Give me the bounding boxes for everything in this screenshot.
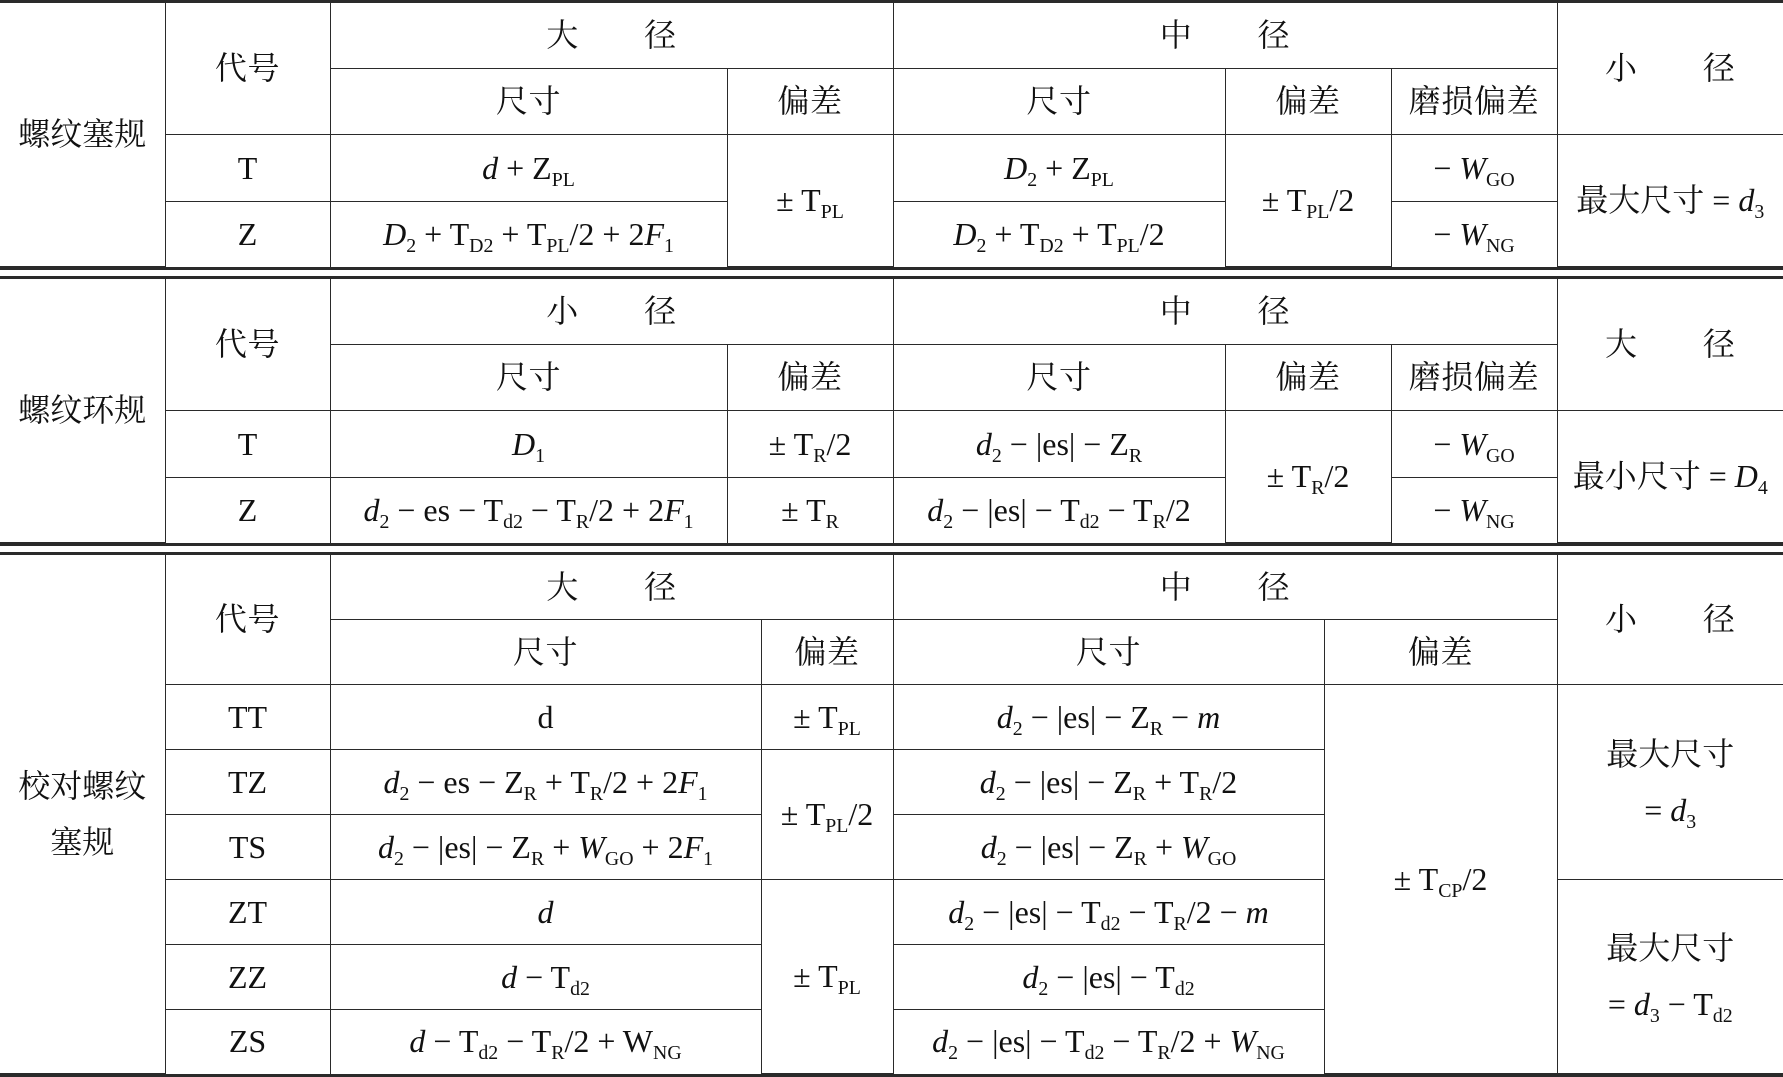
header-minor-diameter: 小 径 [330, 279, 893, 344]
formula-cell: ± $T_{PL}$ [727, 135, 893, 267]
formula-cell: $d_2$ − es − $Z_R + T_R/2 + 2F_1$ [330, 749, 761, 814]
header-size: 尺寸 [893, 619, 1324, 684]
formula-cell: $D_2 + T_{D2} + T_{PL}/2 + 2F_1$ [330, 201, 727, 266]
formula-cell: $d_2 - |es| - Z_R$ [893, 411, 1225, 477]
header-code: 代号 [165, 555, 330, 684]
header-deviation: 偏差 [1225, 344, 1391, 410]
row-code: TS [165, 814, 330, 879]
formula-cell: ± $T_R/2$ [1225, 411, 1391, 543]
row-code: TZ [165, 749, 330, 814]
formula-cell: 最大尺寸 = $d_3$ [1557, 684, 1783, 879]
formula-cell: d [330, 684, 761, 749]
formula-cell: 最大尺寸 = $d_3 - T_{d2}$ [1557, 879, 1783, 1073]
table-thread-ring-gauge [0, 276, 1783, 546]
formula-cell: $d_2 - |es| - T_{d2} - T_R/2 - m$ [893, 879, 1324, 944]
category-label: 螺纹塞规 [0, 3, 165, 267]
formula-cell: $d_2 - |es| - Z_R + W_{GO} + 2F_1$ [330, 814, 761, 879]
header-deviation: 偏差 [761, 619, 893, 684]
header-pitch-diameter: 中 径 [893, 3, 1557, 68]
formula-cell: $d_2$ − es − $T_{d2} - T_R/2 + 2F_1$ [330, 477, 727, 542]
header-major-diameter: 大 径 [330, 3, 893, 68]
row-code: Z [165, 201, 330, 266]
header-size: 尺寸 [330, 619, 761, 684]
formula-cell: $d_2 - |es| - Z_R - m$ [893, 684, 1324, 749]
header-pitch-diameter: 中 径 [893, 555, 1557, 619]
formula-cell: ± $T_{PL}/2$ [761, 749, 893, 879]
header-minor-diameter: 小 径 [1557, 555, 1783, 684]
table-thread-plug-gauge [0, 0, 1783, 270]
header-size: 尺寸 [893, 68, 1225, 134]
formula-cell: $d_2 - |es| - T_{d2} - T_R/2$ [893, 477, 1225, 542]
row-code: ZT [165, 879, 330, 944]
row-code: Z [165, 477, 330, 542]
header-minor-diameter: 小 径 [1557, 3, 1783, 135]
formula-cell: $D_2 + Z_{PL}$ [893, 135, 1225, 201]
header-deviation: 偏差 [1324, 619, 1557, 684]
header-wear-deviation: 磨损偏差 [1391, 344, 1557, 410]
formula-cell: ± $T_{PL}$ [761, 684, 893, 749]
formula-cell: ± $T_R$ [727, 477, 893, 542]
header-deviation: 偏差 [1225, 68, 1391, 134]
formula-cell: $d - T_{d2}$ [330, 944, 761, 1009]
header-major-diameter: 大 径 [1557, 279, 1783, 411]
header-wear-deviation: 磨损偏差 [1391, 68, 1557, 134]
header-size: 尺寸 [893, 344, 1225, 410]
formula-cell: ± $T_{PL}$ [761, 879, 893, 1073]
formula-cell: 最大尺寸 = $d_3$ [1557, 135, 1783, 267]
formula-cell: ± $T_{PL}/2$ [1225, 135, 1391, 267]
formula-cell: $d - T_{d2} - T_R/2 + W_{NG}$ [330, 1009, 761, 1073]
formula-cell: − $W_{GO}$ [1391, 411, 1557, 477]
formula-cell: $d_2 - |es| - Z_R + T_R/2$ [893, 749, 1324, 814]
header-code: 代号 [165, 3, 330, 135]
header-size: 尺寸 [330, 68, 727, 134]
formula-cell: 最小尺寸 = $D_4$ [1557, 411, 1783, 543]
formula-cell: $d_2 - |es| - T_{d2}$ [893, 944, 1324, 1009]
header-deviation: 偏差 [727, 344, 893, 410]
row-code: TT [165, 684, 330, 749]
header-pitch-diameter: 中 径 [893, 279, 1557, 344]
formula-cell: d [330, 879, 761, 944]
row-code: T [165, 135, 330, 201]
formula-cell: − $W_{GO}$ [1391, 135, 1557, 201]
category-label: 螺纹环规 [0, 279, 165, 543]
formula-cell: $d_2 - |es| - Z_R + W_{GO}$ [893, 814, 1324, 879]
formula-cell: − $W_{NG}$ [1391, 201, 1557, 266]
formula-cell: $D_1$ [330, 411, 727, 477]
formula-cell: − $W_{NG}$ [1391, 477, 1557, 542]
formula-cell: $d + Z_{PL}$ [330, 135, 727, 201]
table-check-thread-plug-gauge [0, 552, 1783, 1077]
formula-cell: ± $T_{CP}/2$ [1324, 684, 1557, 1073]
row-code: ZS [165, 1009, 330, 1073]
category-label: 校对螺纹塞规 [0, 555, 165, 1074]
formula-cell: $D_2 + T_{D2} + T_{PL}/2$ [893, 201, 1225, 266]
row-code: ZZ [165, 944, 330, 1009]
header-size: 尺寸 [330, 344, 727, 410]
row-code: T [165, 411, 330, 477]
header-code: 代号 [165, 279, 330, 411]
formula-cell: ± $T_R/2$ [727, 411, 893, 477]
header-major-diameter: 大 径 [330, 555, 893, 619]
header-deviation: 偏差 [727, 68, 893, 134]
formula-cell: $d_2 - |es| - T_{d2} - T_R/2 + W_{NG}$ [893, 1009, 1324, 1073]
